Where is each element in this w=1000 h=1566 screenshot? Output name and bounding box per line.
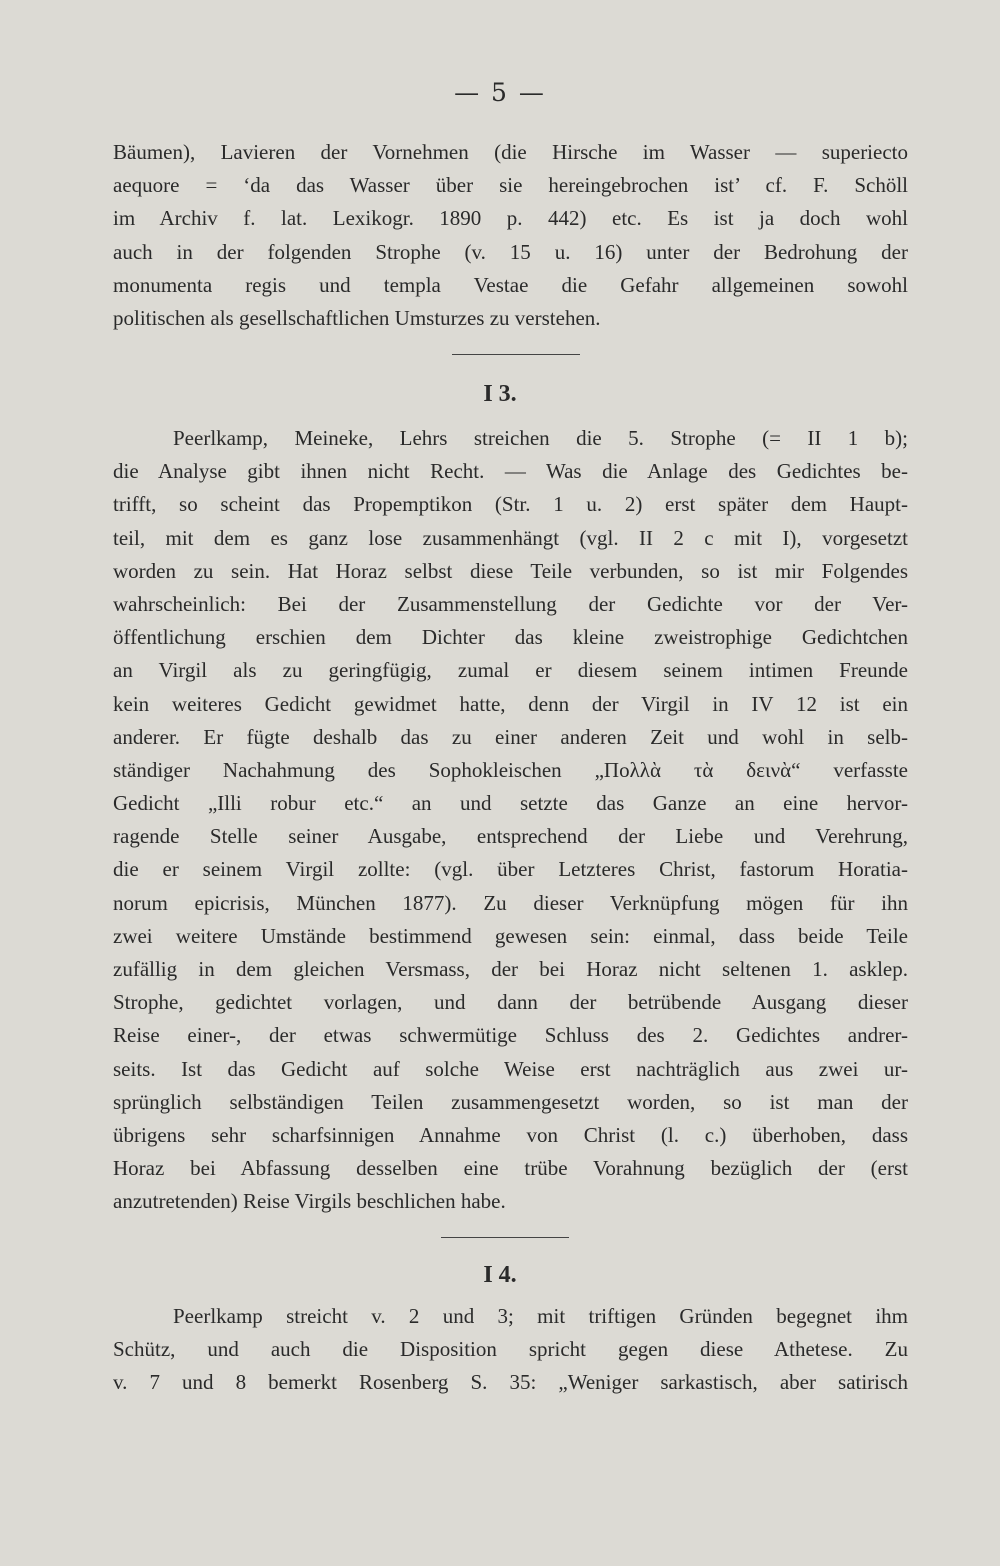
text-line: v. 7 und 8 bemerkt Rosenberg S. 35: „Weniger sarkastisch, aber satirisch	[113, 1370, 908, 1395]
text-line: monumenta regis und templa Vestae die Gefahr allgemeinen sowohl	[113, 272, 908, 297]
text-line: politischen als gesellschaftlichen Umsturzes zu verstehen.	[113, 305, 601, 330]
text-line: wahrscheinlich: Bei der Zusammenstellung der Gedichte vor der Ver-	[113, 591, 908, 616]
text-line: aequore = ‘da das Wasser über sie hereingebrochen ist’ cf. F. Schöll	[113, 173, 908, 198]
text-line: norum epicrisis, München 1877). Zu dieser Verknüpfung mögen für ihn	[113, 890, 908, 915]
section-heading-i3: I 3.	[483, 381, 517, 407]
text-line: Reise einer-, der etwas schwermütige Schluss des 2. Gedichtes andrer-	[113, 1023, 908, 1048]
text-line: Schütz, und auch die Disposition spricht gegen diese Athetese. Zu	[113, 1337, 908, 1362]
section-divider	[441, 1237, 569, 1238]
text-line: Strophe, gedichtet vorlagen, und dann der betrübende Ausgang dieser	[113, 990, 908, 1015]
section-heading-i4: I 4.	[483, 1262, 517, 1288]
text-line: die er seinem Virgil zollte: (vgl. über Letzteres Christ, fastorum Horatia-	[113, 857, 908, 882]
text-line: zufällig in dem gleichen Versmass, der bei Horaz nicht seltenen 1. asklep.	[113, 957, 908, 981]
text-line: Horaz bei Abfassung desselben eine trübe Vorahnung bezüglich der (erst	[113, 1156, 908, 1181]
text-line: auch in der folgenden Strophe (v. 15 u. 16) unter der Bedrohung der	[113, 239, 908, 264]
text-line: an Virgil als zu geringfügig, zumal er diesem seinem intimen Freunde	[113, 658, 908, 683]
text-line: kein weiteres Gedicht gewidmet hatte, denn der Virgil in IV 12 ist ein	[113, 691, 908, 716]
page-number: — 5 —	[454, 78, 546, 107]
text-line: Peerlkamp streicht v. 2 und 3; mit triftigen Gründen begegnet ihm	[173, 1304, 908, 1328]
text-line: öffentlichung erschien dem Dichter das kleine zweistrophige Gedichtchen	[113, 625, 908, 650]
text-line: die Analyse gibt ihnen nicht Recht. — Was die Anlage des Gedichtes be-	[113, 459, 908, 484]
text-line: Peerlkamp, Meineke, Lehrs streichen die 5. Strophe (= II 1 b);	[173, 426, 908, 450]
section-divider	[452, 354, 580, 355]
text-line: worden zu sein. Hat Horaz selbst diese Teile verbunden, so ist mir Folgendes	[113, 558, 908, 583]
text-line: Bäumen), Lavieren der Vornehmen (die Hirsche im Wasser — superiecto	[113, 140, 908, 164]
text-line: seits. Ist das Gedicht auf solche Weise erst nachträglich aus zwei ur-	[113, 1056, 908, 1081]
text-line: sprünglich selbständigen Teilen zusammengesetzt worden, so ist man der	[113, 1089, 908, 1114]
text-line: zwei weitere Umstände bestimmend gewesen sein: einmal, dass beide Teile	[113, 923, 908, 948]
section-i3-text	[113, 422, 908, 1219]
text-line: teil, mit dem es ganz lose zusammenhängt (vgl. II 2 c mit I), vorgesetzt	[113, 525, 908, 550]
text-line: ragende Stelle seiner Ausgabe, entsprechend der Liebe und Verehrung,	[113, 824, 908, 849]
text-line: anzutretenden) Reise Virgils beschlichen habe.	[113, 1189, 506, 1214]
text-line: anderer. Er fügte deshalb das zu einer anderen Zeit und wohl in selb-	[113, 724, 908, 749]
text-line: Gedicht „Illi robur etc.“ an und setzte das Ganze an eine hervor-	[113, 791, 908, 816]
paragraph-continuation	[113, 136, 908, 335]
text-line: ständiger Nachahmung des Sophokleischen „Πολλὰ τὰ δεινὰ“ verfasste	[113, 757, 908, 782]
text-line: im Archiv f. lat. Lexikogr. 1890 p. 442) etc. Es ist ja doch wohl	[113, 206, 908, 231]
text-line: übrigens sehr scharfsinnigen Annahme von Christ (l. c.) überhoben, dass	[113, 1122, 908, 1147]
section-i4-text	[113, 1300, 908, 1400]
text-line: trifft, so scheint das Propemptikon (Str. 1 u. 2) erst später dem Haupt-	[113, 492, 908, 517]
